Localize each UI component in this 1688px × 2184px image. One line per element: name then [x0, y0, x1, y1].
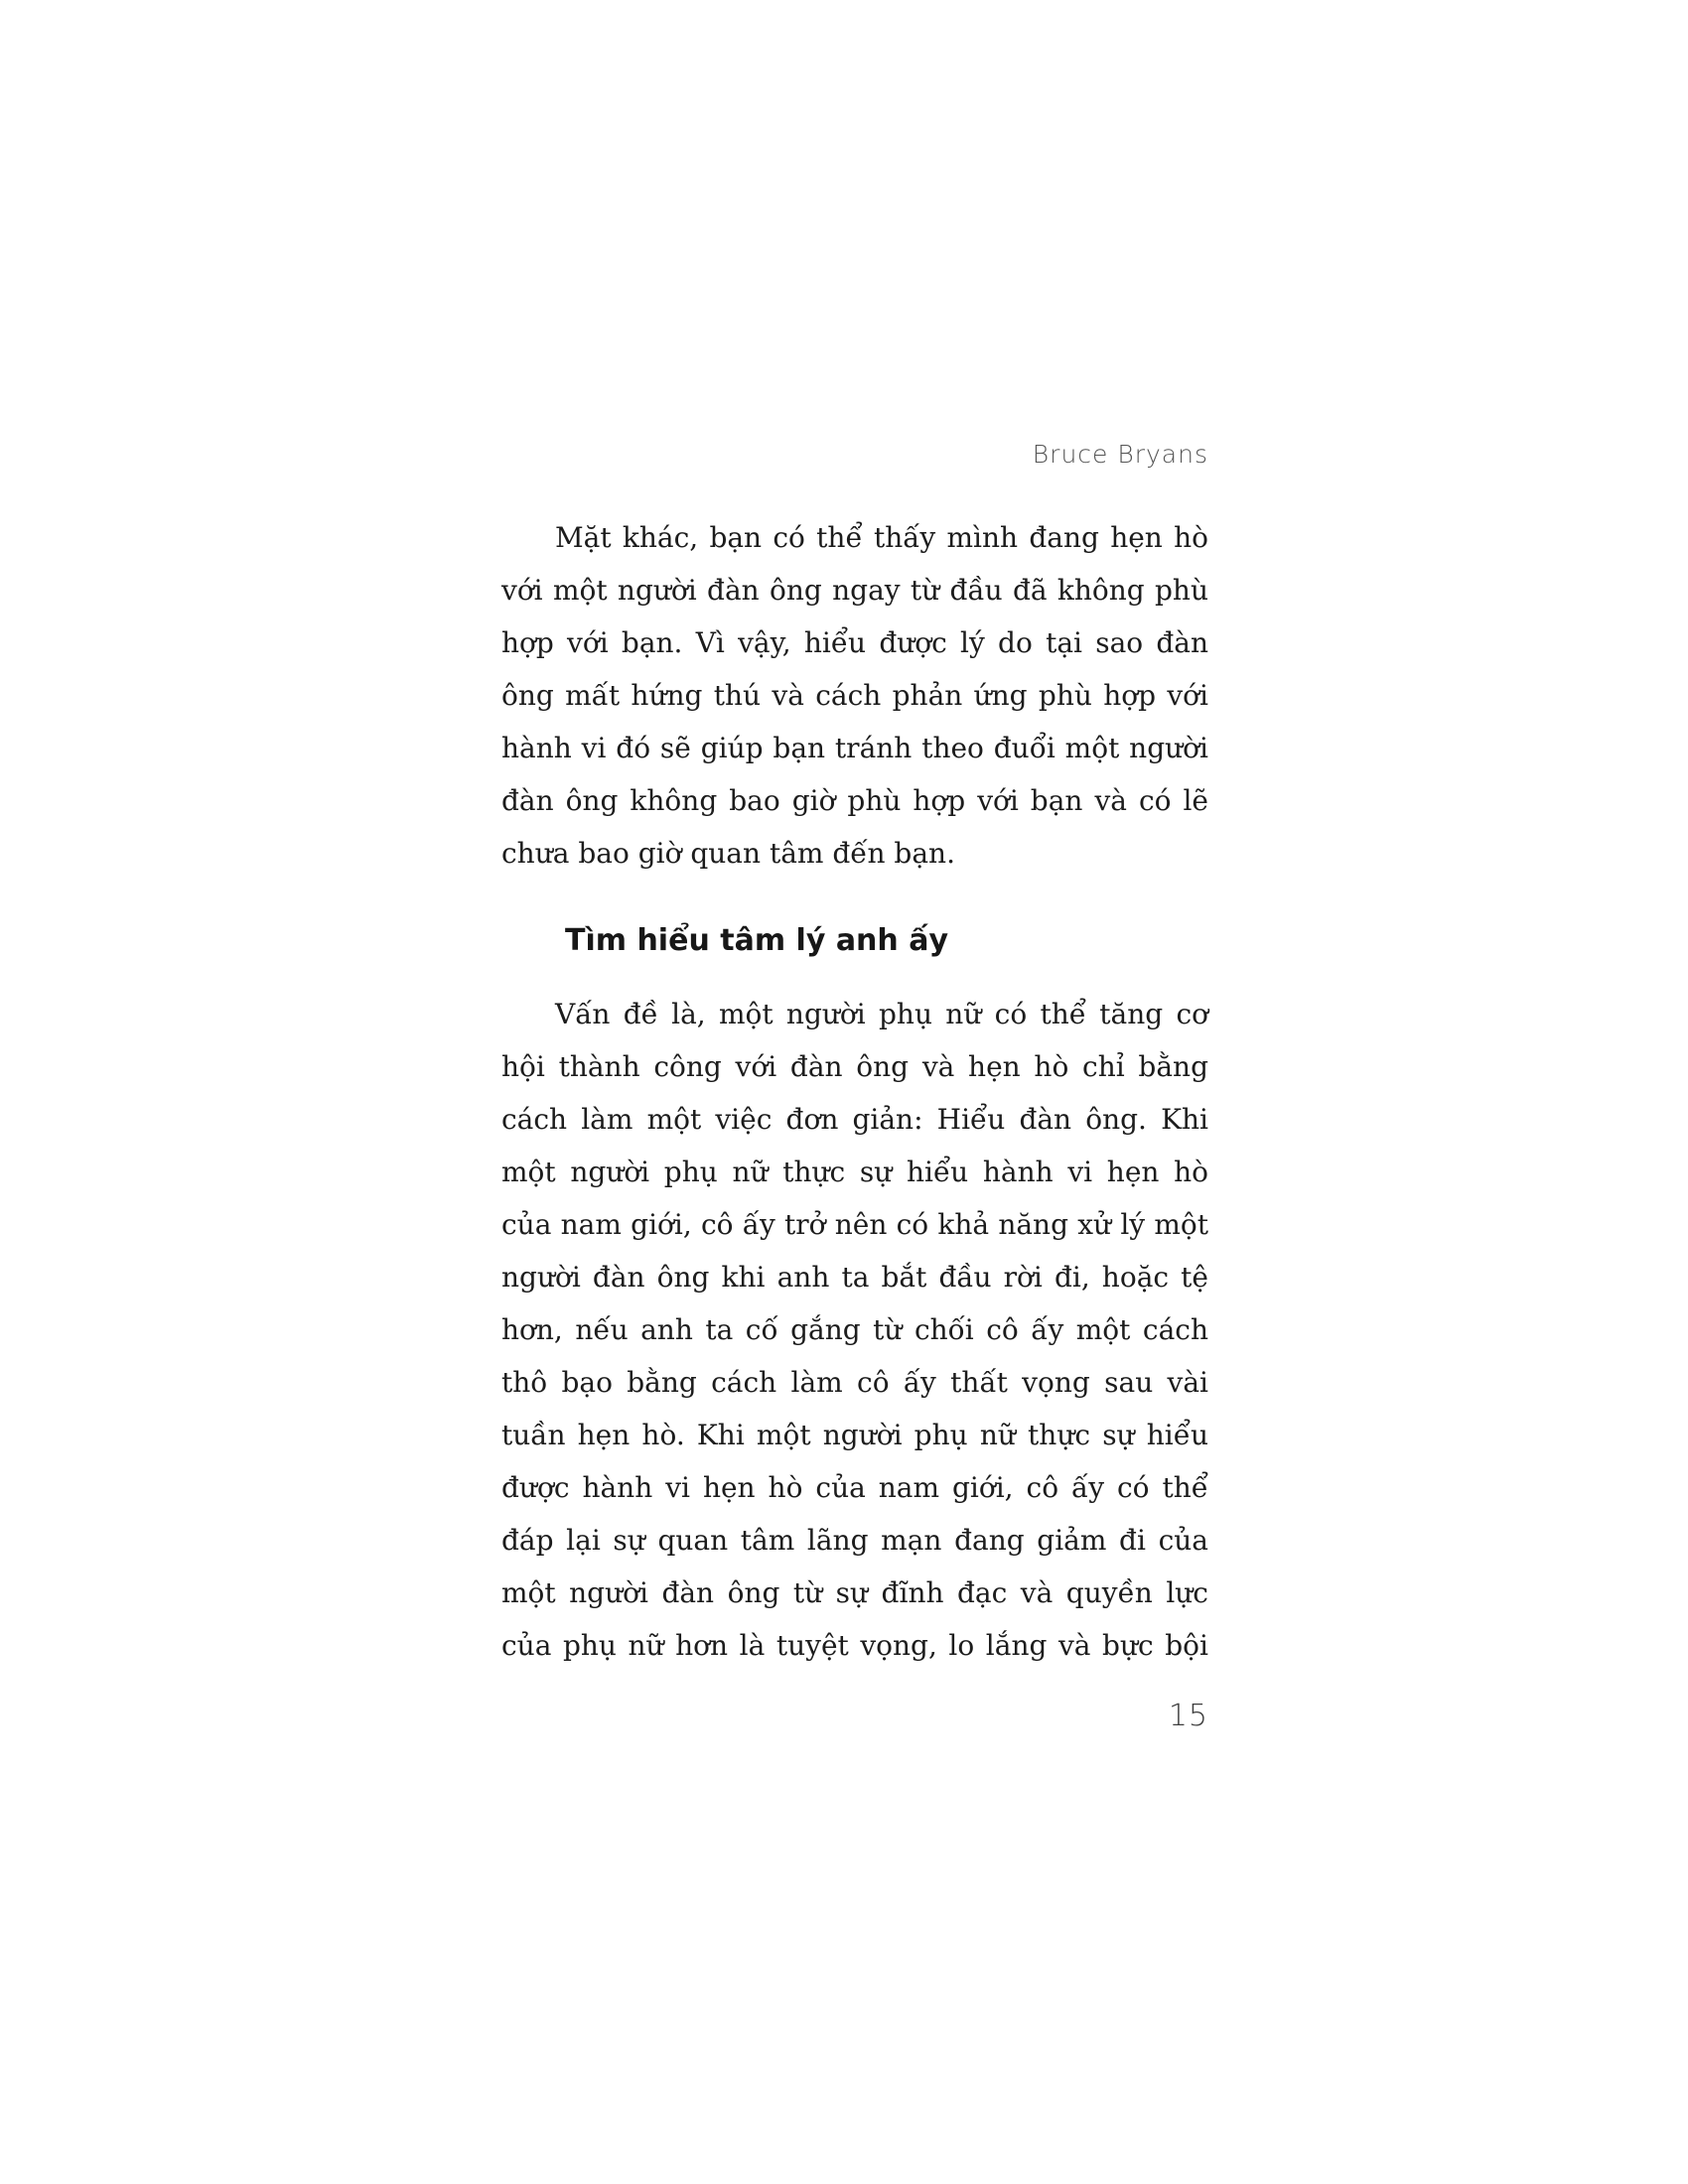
text-line: tuần hẹn hò. Khi một người phụ nữ thực sự hiểu: [501, 1419, 1208, 1451]
text-line: đàn ông không bao giờ phù hợp với bạn và có lẽ: [501, 784, 1208, 817]
text-line: với một người đàn ông ngay từ đầu đã không phù: [501, 574, 1208, 607]
text-line: người đàn ông khi anh ta bắt đầu rời đi, hoặc tệ: [501, 1261, 1208, 1294]
text-line: hơn, nếu anh ta cố gắng từ chối cô ấy một cách: [501, 1313, 1208, 1346]
text-line: hội thành công với đàn ông và hẹn hò chỉ bằng: [501, 1050, 1208, 1083]
text-line: hành vi đó sẽ giúp bạn tránh theo đuổi một người: [501, 732, 1208, 764]
text-line: cách làm một việc đơn giản: Hiểu đàn ông. Khi: [501, 1103, 1208, 1136]
text-line: chưa bao giờ quan tâm đến bạn.: [501, 837, 955, 870]
text-line: một người phụ nữ thực sự hiểu hành vi hẹn hò: [501, 1156, 1208, 1188]
text-line: Mặt khác, bạn có thể thấy mình đang hẹn hò: [555, 521, 1208, 554]
text-line: của nam giới, cô ấy trở nên có khả năng xử lý một: [501, 1208, 1208, 1241]
text-line: Vấn đề là, một người phụ nữ có thể tăng cơ: [555, 998, 1208, 1030]
text-line: hợp với bạn. Vì vậy, hiểu được lý do tại sao đàn: [501, 626, 1208, 659]
text-line: ông mất hứng thú và cách phản ứng phù hợp với: [501, 679, 1208, 712]
text-line: đáp lại sự quan tâm lãng mạn đang giảm đi của: [501, 1524, 1208, 1557]
running-header-author: Bruce Bryans: [1032, 440, 1208, 469]
text-line: của phụ nữ hơn là tuyệt vọng, lo lắng và bực bội: [501, 1629, 1208, 1662]
text-line: thô bạo bằng cách làm cô ấy thất vọng sau vài: [501, 1366, 1208, 1399]
paragraph-1: [501, 511, 1208, 880]
text-line: một người đàn ông từ sự đĩnh đạc và quyền lực: [501, 1576, 1208, 1609]
paragraph-2: [501, 988, 1208, 1672]
section-heading: Tìm hiểu tâm lý anh ấy: [565, 923, 949, 958]
text-line: được hành vi hẹn hò của nam giới, cô ấy có thể: [501, 1471, 1208, 1504]
page-number: 15: [1168, 1699, 1208, 1733]
